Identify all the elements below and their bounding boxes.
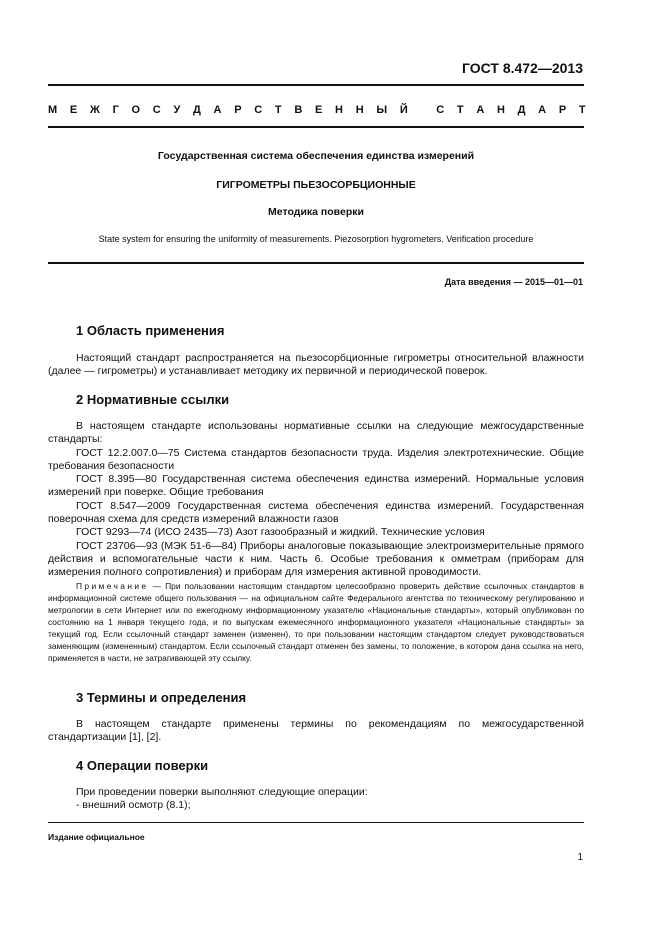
- title-letter: [420, 104, 423, 116]
- title-letter: А: [476, 104, 485, 116]
- title-letter: Е: [315, 104, 323, 116]
- title-letter: Е: [69, 104, 78, 116]
- title-letter: Р: [234, 104, 242, 116]
- title-letter: Д: [193, 104, 201, 116]
- title-letter: Д: [517, 104, 526, 116]
- section-4-heading: 4 Операции поверки: [76, 758, 209, 773]
- title-letter: С: [152, 104, 161, 116]
- section-1-heading: 1 Область применения: [76, 323, 225, 338]
- reference-item: ГОСТ 9293—74 (ИСО 2435—73) Азот газообразный и жидкий. Технические условия: [76, 526, 485, 539]
- section-3-paragraph: В настоящем стандарте применены термины по рекомендациям по межгосударственной стандартизации [1], [2].: [48, 718, 584, 744]
- title-rule-top: [48, 126, 584, 128]
- operation-item: - внешний осмотр (8.1);: [76, 799, 191, 812]
- title-letter: Р: [558, 104, 567, 116]
- reference-item: ГОСТ 8.547—2009 Государственная система обеспечения единства измерений. Государственная поверочная схема для средств измерений влажности газов: [48, 499, 584, 526]
- reference-item: ГОСТ 12.2.007.0—75 Система стандартов безопасности труда. Изделия электротехнические. Общие требования безопасности: [48, 446, 584, 472]
- title-letter: М: [48, 104, 58, 116]
- section-4-body: [48, 786, 584, 813]
- reference-item: ГОСТ 8.395—80 Государственная система обеспечения единства измерений. Нормальные условия измерений при поверке. Общие требования: [48, 473, 584, 499]
- reference-item: ГОСТ 23706—93 (МЭК 51-6—84) Приборы аналоговые показывающие электроизмерительные прямого действия и вспомогательные части к ним. Часть 6. Особые требования к омметрам (приборам для измерения полного сопротивления) и приборам для измерения активной проводимости.: [48, 539, 584, 579]
- title-letter: А: [538, 104, 547, 116]
- section-3-text: [48, 718, 584, 745]
- title-letter: Г: [112, 104, 119, 116]
- note-label: Примечание: [76, 581, 149, 591]
- system-title: Государственная система обеспечения единства измерений: [157, 150, 475, 162]
- title-letter: А: [213, 104, 222, 116]
- note-text: — При пользовании настоящим стандартом целесообразно проверить действие ссылочных стандартов в информационной системе общего пользования — на официальном сайте Федерального агентства по техническому регулированию и метрологии в сети Интернет или по ежегодному информационному указателю «Национальные стандарты», который опубликован по состоянию на 1 января текущего года, и по выпускам ежемесячного информационного указателя «Национальные стандарты» за текущий год. Если ссылочный стандарт заменен (изменен), то при пользовании настоящим стандартом следует руководствоваться заменяющим (измененным) стандартом. Если ссылочный стандарт отменен без замены, то положение, в котором дана ссылка на него, применяется в части, не затрагивающей эту ссылку.: [48, 581, 585, 663]
- title-letter: Н: [355, 104, 364, 116]
- title-letter: С: [254, 104, 263, 116]
- title-letter: О: [131, 104, 141, 116]
- edition-label: Издание официальное: [48, 832, 145, 842]
- section-3-heading: 3 Термины и определения: [76, 690, 247, 705]
- footer-rule: [48, 822, 584, 823]
- device-title: ГИГРОМЕТРЫ ПЬЕЗОСОРБЦИОННЫЕ: [216, 179, 416, 191]
- title-letter: Ж: [89, 104, 100, 116]
- header-rule: [48, 84, 584, 86]
- title-letter: У: [173, 104, 181, 116]
- section-2-note: [48, 580, 584, 664]
- title-letter: Т: [456, 104, 464, 116]
- introduction-date: Дата введения — 2015—01—01: [444, 277, 583, 287]
- page-number: 1: [577, 852, 583, 863]
- title-letter: Й: [399, 104, 408, 116]
- title-letter: Т: [274, 104, 282, 116]
- title-rule-bottom: [48, 262, 584, 264]
- title-letter: Ы: [376, 104, 388, 116]
- title-letter: С: [436, 104, 445, 116]
- standard-type-title: [48, 104, 586, 116]
- gost-number: ГОСТ 8.472—2013: [461, 60, 583, 76]
- section-2-heading: 2 Нормативные ссылки: [76, 392, 230, 407]
- title-letter: Н: [335, 104, 343, 116]
- section-2-body: [48, 420, 584, 580]
- title-letter: Т: [578, 104, 586, 116]
- section-1-text: [48, 352, 584, 379]
- section-2-intro: В настоящем стандарте использованы нормативные ссылки на следующие межгосударственные стандарты:: [48, 420, 584, 446]
- title-letter: В: [294, 104, 303, 116]
- title-letter: Н: [496, 104, 505, 116]
- english-title: State system for ensuring the uniformity of measurements. Piezosorption hygrometers. Verification procedure: [98, 234, 534, 244]
- section-4-intro: При проведении поверки выполняют следующие операции:: [76, 786, 368, 798]
- section-1-paragraph: Настоящий стандарт распространяется на пьезосорбционные гигрометры относительной влажности (далее — гигрометры) и устанавливает методику их первичной и периодической поверок.: [48, 352, 584, 378]
- method-title: Методика поверки: [268, 206, 364, 218]
